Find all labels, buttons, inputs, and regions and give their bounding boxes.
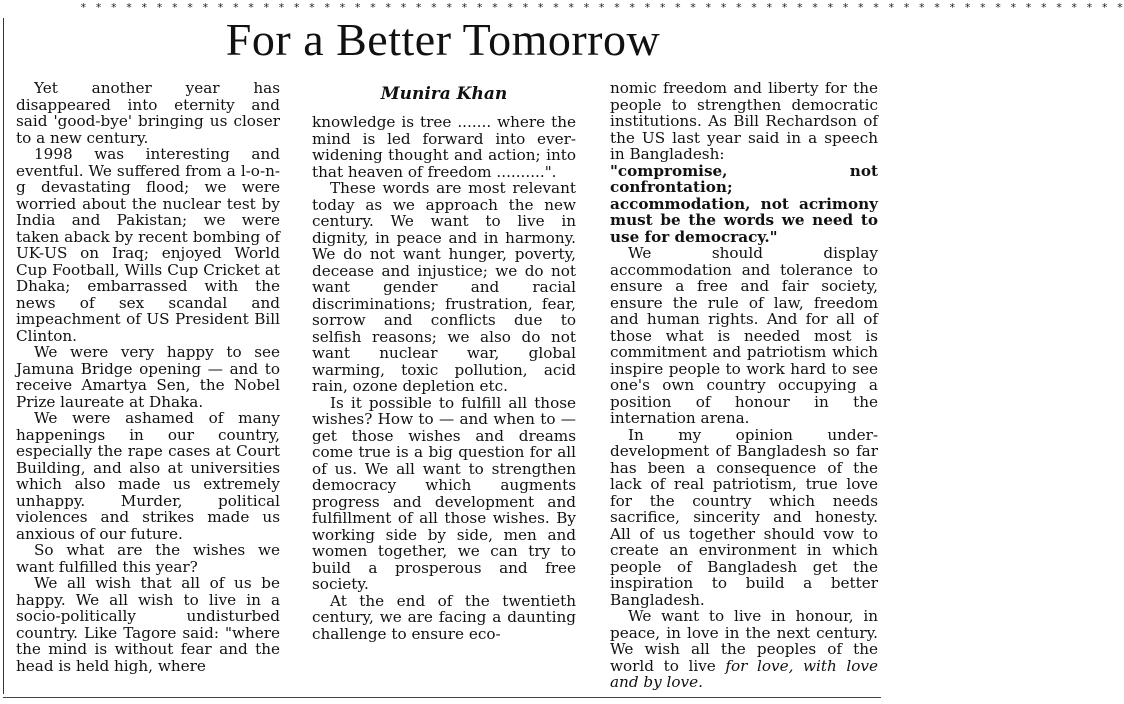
bottom-rule bbox=[3, 697, 881, 698]
paragraph: These words are most relevant today as we approach the new century. We want to live in dignity, in peace and in harmony. We do not want hunger, poverty, decease and injustice; we do not want gender and racial discriminations; frustration, fear, sorrow and conflicts due to selfish reasons; we also do not want nuclear war, global warming, toxic pollution, acid rain, ozone depletion etc. bbox=[312, 179, 576, 395]
paragraph: We all wish that all of us be happy. We all wish to live in a socio-politically undisturbed country. Like Tagore said: "where the mind is without fear and the head is held high, where bbox=[16, 574, 280, 675]
author-byline: Munira Khan bbox=[380, 84, 508, 104]
pull-quote: "compromise, not confrontation; accommodation, not acrimony must be the words we need to use for democracy." bbox=[610, 161, 878, 246]
paragraph: We were ashamed of many happenings in our country, especially the rape cases at Court Building, and also at universities which also made us extremely unhappy. Murder, political violences and strikes made us anxious of our future. bbox=[16, 409, 280, 543]
star-border: * * * * * * * * * * * * * * * * * * * * * * * * * * * * * * * * * * * * * * * * * * * * * * * * * * * * * * * * * * * * * * * * * * * * * bbox=[80, 1, 1124, 14]
closing-paragraph bbox=[610, 608, 878, 691]
column-1 bbox=[16, 80, 280, 674]
paragraph: We were very happy to see Jamuna Bridge opening — and to receive Amartya Sen, the Nobel Prize laureate at Dhaka. bbox=[16, 343, 280, 411]
left-rule bbox=[3, 18, 4, 694]
paragraph: 1998 was interesting and eventful. We suffered from a l-o-n-g devastating flood; we were worried about the nuclear test by India and Pakistan; we were taken aback by recent bombing of UK-US on Iraq; enjoyed World Cup Football, Wills Cup Cricket at Dhaka; embarrassed with the news of sex scandal and impeachment of US President Bill Clinton. bbox=[16, 145, 280, 345]
column-2 bbox=[312, 114, 576, 642]
paragraph: knowledge is tree ....... where the mind is led forward into ever-widening thought and action; into that heaven of freedom ..........". bbox=[312, 113, 576, 181]
paragraph: Is it possible to fulfill all those wishes? How to — and when to — get those wishes and dreams come true is a big question for all of us. We all want to strengthen democracy which augments progress and development and fulfillment of all those wishes. By working side by side, men and women together, we can try to build a prosperous and free society. bbox=[312, 393, 576, 593]
closing-italic: for love, with love and by love. bbox=[610, 656, 878, 691]
paragraph: In my opinion under-development of Bangladesh so far has been a consequence of the lack of real patriotism, true love for the country which needs sacrifice, sincerity and honesty. All of us together should vow to create an environment in which people of Bangladesh get the inspiration to build a better Bangladesh. bbox=[610, 425, 878, 609]
closing-text: We want to live in honour, in peace, in love in the next century. We wish all the peoples of the world to live bbox=[610, 607, 878, 675]
paragraph: We should display accommodation and tolerance to ensure a free and fair society, ensure the rule of law, freedom and human rights. And for all of those what is needed most is commitment and patriotism which inspire people to work hard to see one's own country occupying a position of honour in the internation arena. bbox=[610, 244, 878, 427]
column-3 bbox=[610, 80, 878, 691]
paragraph: nomic freedom and liberty for the people to strengthen democratic institutions. As Bill Rechardson of the US last year said in a speech in Bangladesh: bbox=[610, 79, 878, 163]
paragraph: Yet another year has disappeared into eternity and said 'good-bye' bringing us closer to a new century. bbox=[16, 79, 280, 147]
paragraph: At the end of the twentieth century, we are facing a daunting challenge to ensure eco- bbox=[312, 591, 576, 643]
article-title: For a Better Tomorrow bbox=[225, 14, 661, 65]
paragraph: So what are the wishes we want fulfilled this year? bbox=[16, 541, 280, 576]
